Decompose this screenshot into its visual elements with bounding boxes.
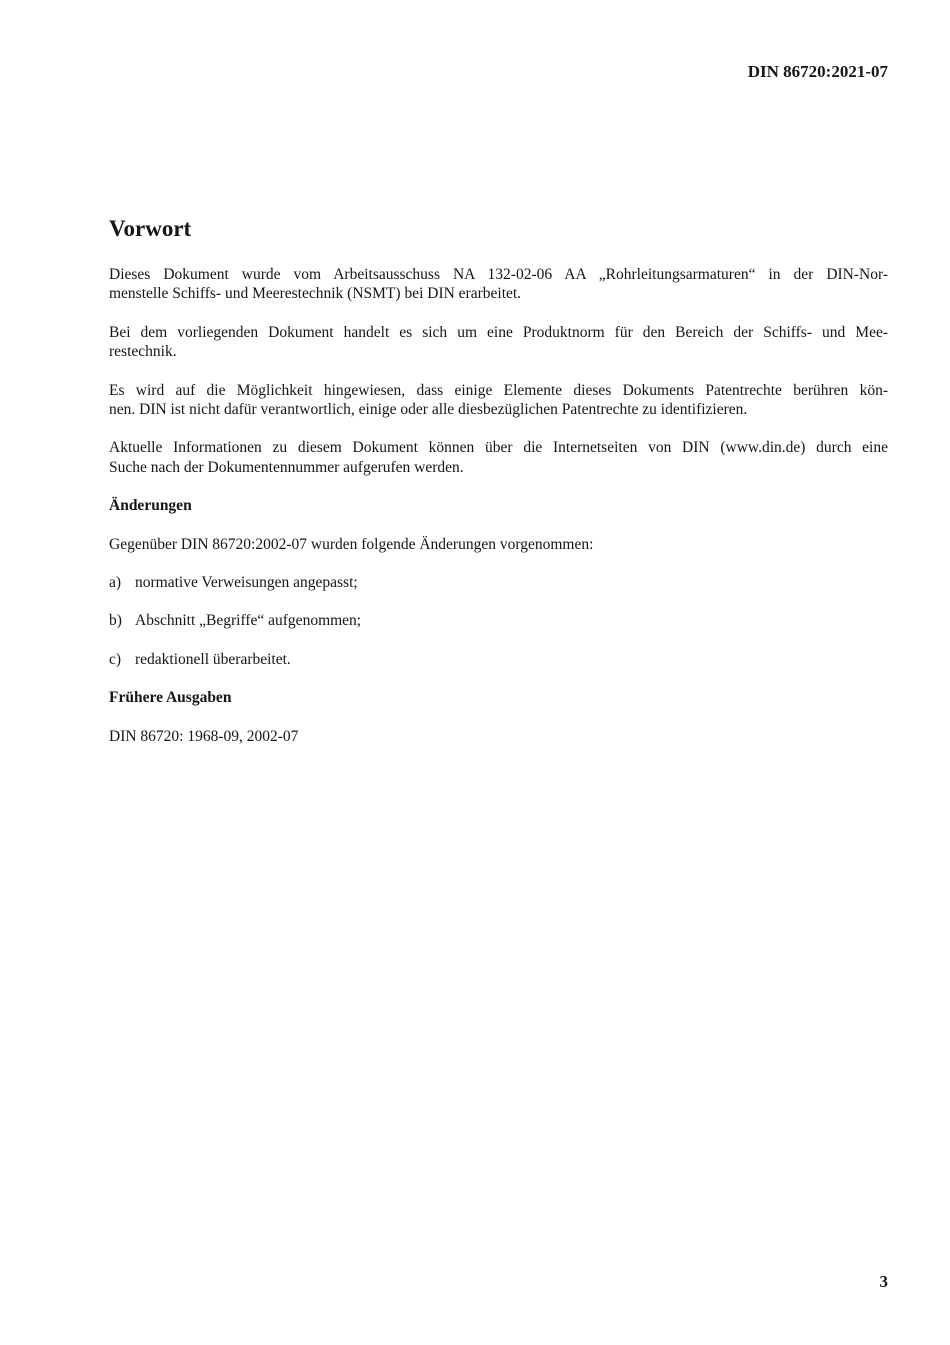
list-item-text: Abschnitt „Begriffe“ aufgenommen;	[135, 612, 362, 630]
paragraph-line: menstelle Schiffs- und Meerestechnik (NSMT) bei DIN erarbeitet.	[109, 285, 522, 303]
fruehere-ausgaben-text: DIN 86720: 1968-09, 2002-07	[109, 727, 299, 745]
paragraph-line: Bei dem vorliegenden Dokument handelt es sich um eine Produktnorm für den Bereich der Schiffs- und Mee-	[109, 323, 888, 341]
paragraph-line: Dieses Dokument wurde vom Arbeitsausschuss NA 132-02-06 AA „Rohrleitungsarmaturen“ in der DIN-Nor-	[109, 266, 888, 283]
paragraph-line: nen. DIN ist nicht dafür verantwortlich, einige oder alle diesbezüglichen Patentrechte zu identifizieren.	[109, 401, 748, 419]
paragraph	[109, 438, 888, 477]
aenderungen-heading: Änderungen	[109, 497, 192, 515]
fruehere-ausgaben-heading: Frühere Ausgaben	[109, 689, 232, 707]
list-item	[109, 573, 888, 592]
paragraph	[109, 381, 888, 420]
list-item-marker: b)	[109, 612, 122, 630]
page-number: 3	[879, 1272, 888, 1291]
aenderungen-intro: Gegenüber DIN 86720:2002-07 wurden folgende Änderungen vorgenommen:	[109, 535, 594, 553]
list-item-marker: a)	[109, 574, 122, 592]
list-item-marker: c)	[109, 650, 122, 668]
page-title: Vorwort	[109, 216, 192, 241]
list-item-text: redaktionell überarbeitet.	[135, 650, 291, 668]
list-item-text: normative Verweisungen angepasst;	[135, 574, 358, 592]
page-content	[109, 215, 888, 765]
paragraph	[109, 323, 888, 362]
document-number-header: DIN 86720:2021-07	[747, 62, 888, 81]
list-item	[109, 611, 888, 630]
list-item	[109, 650, 888, 669]
paragraph-line: Es wird auf die Möglichkeit hingewiesen, dass einige Elemente dieses Dokuments Patentrechte berühren kön-	[109, 381, 888, 399]
paragraph	[109, 265, 888, 304]
paragraph-line: Aktuelle Informationen zu diesem Dokument können über die Internetseiten von DIN (www.din.de) durch eine	[109, 439, 888, 457]
paragraph-line: restechnik.	[109, 343, 177, 361]
paragraph-line: Suche nach der Dokumentennummer aufgerufen werden.	[109, 458, 464, 476]
